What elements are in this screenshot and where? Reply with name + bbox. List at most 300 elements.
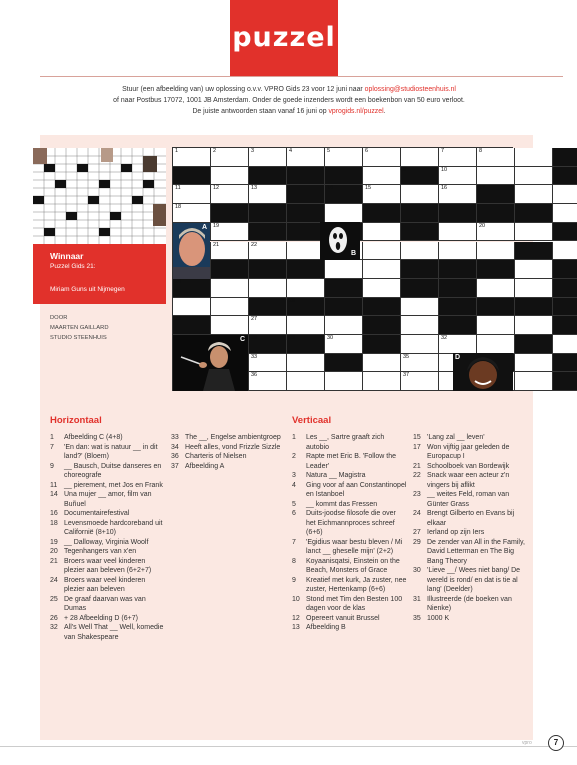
grid-number: 31 [365,335,372,341]
clue-item [292,557,407,576]
grid-cell[interactable] [287,279,325,298]
grid-block [249,260,287,279]
grid-cell[interactable] [515,354,553,373]
grid-cell[interactable] [515,279,553,298]
grid-cell[interactable] [515,260,553,279]
grid-block [553,260,577,279]
clue-number: 13 [292,624,300,631]
grid-block [401,167,439,186]
grid-cell[interactable] [477,316,515,335]
grid-number: 30 [327,335,334,341]
intro-text [60,84,518,117]
clue-text: Snack waar een acteur z'n vingers bij aflikt [427,472,510,489]
clue-number: 24 [50,576,58,584]
clue-number: 6 [292,510,296,517]
grid-cell[interactable] [515,316,553,335]
clue-number: 4 [292,481,296,489]
grid-cell[interactable] [553,185,577,204]
grid-block [401,223,439,242]
grid-block [249,204,287,223]
grid-number: 34 [327,353,334,360]
grid-block [211,204,249,223]
grid-cell[interactable] [363,279,401,298]
photo-c-label: C [240,336,246,343]
clue-text: De zender van All in the Family, David Letterman en The Big Bang Theory [427,538,525,565]
grid-cell[interactable] [439,185,477,204]
grid-number: 1 [175,148,179,154]
top-divider [40,76,563,77]
grid-number: 4 [289,148,293,154]
clue-text: 'En dan: wat is natuur __ in dit land?' (Bloem) [64,443,158,460]
grid-cell[interactable] [477,279,515,298]
submission-email-link[interactable]: oplossing@studiosteenhuis.nl [364,86,456,93]
intro-line2: of naar Postbus 17072, 1001 JB Amsterdam. Onder de goede inzenders wordt een boekenbon van 50 euro verloot. [113,97,465,104]
clue-number: 33 [171,434,179,441]
grid-number: 9 [403,166,407,173]
clue-item [50,443,165,462]
grid-block [439,260,477,279]
grid-block [325,185,363,204]
clue-number: 35 [413,614,421,622]
grid-cell[interactable] [401,185,439,204]
clue-text: + 28 Afbeelding D (6+7) [64,614,138,622]
clue-number: 12 [292,614,300,622]
grid-cell[interactable] [401,316,439,335]
grid-number: 36 [251,372,258,379]
grid-number: 24 [175,278,182,285]
clue-text: Afbeelding A [185,462,225,470]
clue-text: Heeft alles, vond Frizzle Sizzle [185,443,281,451]
verticaal-heading: Verticaal [292,415,332,426]
clue-number: 7 [50,443,54,451]
grid-block [553,298,577,317]
grid-number: 35 [403,353,410,360]
clue-item [171,452,283,462]
clue-number: 21 [413,462,421,470]
clue-text: Ging voor af aan Constantinopel en Istanboel [306,481,407,498]
clue-item [50,538,165,548]
clue-text: 'Lang zal __ leven' [427,434,485,441]
grid-cell[interactable] [249,185,287,204]
grid-cell[interactable] [439,223,477,242]
grid-cell[interactable] [401,242,439,261]
clue-item [50,614,165,624]
grid-block [553,316,577,335]
clue-item [50,481,165,491]
intro-line3-end: . [383,108,386,115]
grid-cell[interactable] [325,372,363,391]
clue-item [171,443,283,453]
clue-item [292,614,407,624]
grid-cell[interactable] [401,372,439,391]
clue-text: Opereert vanuit Brussel [306,614,380,622]
clue-item [413,528,525,538]
footer-label: vpro [522,740,532,746]
grid-cell[interactable] [515,372,553,391]
grid-cell[interactable] [515,167,553,186]
clue-text: 1000 K [427,614,450,622]
photo-b [320,222,360,260]
credits-studio: STUDIO STEENHUIS [50,335,107,341]
grid-cell[interactable] [439,167,477,186]
grid-cell[interactable] [211,242,249,261]
clue-item [292,576,407,595]
clue-text: __ Bausch, Duitse danseres en choreografe [64,462,162,479]
grid-cell[interactable] [287,372,325,391]
previous-solution-thumbnail [33,148,166,244]
photo-a-label: A [202,224,208,231]
grid-cell[interactable] [211,298,249,317]
grid-block [287,335,325,354]
grid-number: 19 [213,222,220,229]
photo-d-label: D [455,354,461,361]
grid-cell[interactable] [249,372,287,391]
clue-item [413,614,525,624]
clue-number: 32 [50,624,58,631]
grid-cell[interactable] [363,185,401,204]
clue-number: 22 [413,472,421,479]
clue-number: 10 [292,595,300,603]
clue-item [292,509,407,538]
clue-text: Duits-joodse filosofe die over het Eichmannproces schreef (6+6) [306,510,396,536]
clue-number: 27 [413,529,421,536]
grid-block [287,204,325,223]
grid-cell[interactable] [211,279,249,298]
intro-line1: Stuur (een afbeelding van) uw oplossing o.v.v. VPRO Gids 23 voor 12 juni naar [122,86,365,93]
clue-number: 16 [50,510,58,517]
grid-cell[interactable] [477,335,515,354]
clue-number: 21 [50,557,58,565]
clue-number: 11 [50,481,58,489]
grid-cell[interactable] [173,185,211,204]
photo-a [173,223,210,279]
grid-block [211,260,249,279]
grid-cell[interactable] [211,223,249,242]
grid-block [553,223,577,242]
grid-block [401,260,439,279]
grid-block [477,185,515,204]
grid-cell[interactable] [211,316,249,335]
horizontaal-column-2 [171,433,283,471]
grid-number: 17 [479,185,486,192]
clue-item [292,623,407,633]
clue-text: Documentairefestival [64,510,130,517]
clue-text: Les __, Sartre graaft zich autobio [306,434,385,451]
grid-block [477,298,515,317]
clue-item [50,433,165,443]
winner-name: Miriam Guns uit Nijmegen [50,286,125,293]
clue-number: 24 [413,510,421,517]
grid-cell[interactable] [211,185,249,204]
clue-item [292,452,407,471]
grid-block [553,354,577,373]
grid-number: 29 [289,335,296,341]
grid-block [249,223,287,242]
verticaal-column-1 [292,433,407,633]
clue-text: Koyaanisqatsi, Einstein on the Beach, Monsters of Grace [306,557,400,574]
clue-text: Levensmoede hardcoreband uit Californië (8+10) [64,519,163,536]
grid-number: 32 [441,335,448,341]
grid-number: 11 [175,185,181,192]
grid-cell[interactable] [249,279,287,298]
grid-number: 5 [327,148,331,154]
grid-cell[interactable] [211,167,249,186]
clue-text: __ pierement, met Jos en Frank [64,481,163,489]
horizontaal-heading: Horizontaal [50,415,102,426]
grid-cell[interactable] [173,204,211,223]
clue-text: Stond met Tim den Besten 100 dagen voor de klas [306,595,403,612]
grid-number: 14 [327,185,334,192]
grid-cell[interactable] [363,148,401,167]
clue-text: Broers waar veel kinderen plezier aan beleven (6+2+7) [64,557,152,574]
grid-number: 33 [251,353,258,360]
clue-text: 'Lieve __/ Wees niet bang/ De wereld is rond/ en dat is tie al lang' (Deelder) [427,567,521,593]
grid-block [439,298,477,317]
winner-title: Winnaar [50,251,84,261]
grid-block [173,279,211,298]
clue-item [50,547,165,557]
grid-block [477,260,515,279]
grid-block [363,298,401,317]
clue-number: 3 [292,472,296,479]
clue-item [292,433,407,452]
grid-block [173,167,211,186]
clue-text: All's Well That __ Well, komedie van Shakespeare [64,624,164,641]
clue-item [50,519,165,538]
grid-block [249,298,287,317]
grid-cell[interactable] [401,354,439,373]
grid-cell[interactable] [287,148,325,167]
clue-text: Rapte met Eric B. 'Follow the Leader' [306,453,397,470]
credits [50,313,109,343]
grid-block [401,279,439,298]
grid-cell[interactable] [477,167,515,186]
grid-number: 27 [251,316,258,323]
clue-item [292,538,407,557]
grid-cell[interactable] [363,242,401,261]
grid-cell[interactable] [287,354,325,373]
grid-cell[interactable] [553,242,577,261]
grid-cell[interactable] [401,335,439,354]
grid-cell[interactable] [515,148,553,167]
grid-cell[interactable] [325,260,363,279]
clue-text: Brengt Gilberto en Evans bij elkaar [427,510,515,527]
grid-cell[interactable] [173,148,211,167]
puzzel-banner [230,0,338,76]
page-number: 7 [548,735,564,751]
grid-number: 12 [213,185,220,192]
grid-cell[interactable] [401,298,439,317]
credits-author: MAARTEN GAILLARD [50,325,109,331]
clue-item [413,443,525,462]
clue-item [292,481,407,500]
clue-number: 36 [171,453,179,460]
clue-number: 1 [50,434,54,441]
clue-item [171,433,283,443]
grid-cell[interactable] [363,372,401,391]
grid-cell[interactable] [325,316,363,335]
clue-number: 23 [413,491,421,498]
clue-number: 20 [50,548,58,555]
grid-block [553,148,577,167]
grid-cell[interactable] [553,204,577,223]
clue-text: Charteris of Nielsen [185,453,247,460]
grid-number: 20 [479,222,486,229]
clue-text: Ierland op zijn Iers [427,529,485,536]
grid-cell[interactable] [515,185,553,204]
grid-cell[interactable] [401,148,439,167]
grid-cell[interactable] [249,242,287,261]
grid-number: 26 [175,316,182,323]
grid-block [325,354,363,373]
clue-item [171,462,283,472]
grid-block [439,204,477,223]
clue-text: The __, Engelse ambientgroep [185,434,281,441]
grid-cell[interactable] [553,335,577,354]
clue-item [292,595,407,614]
grid-cell[interactable] [439,335,477,354]
grid-block [325,167,363,186]
clue-item [413,490,525,509]
grid-block [477,204,515,223]
clue-number: 25 [50,595,58,603]
clue-text: Schoolboek van Bordewijk [427,462,510,470]
clue-item [50,462,165,481]
clue-item [413,595,525,614]
clue-number: 30 [413,567,421,574]
horizontaal-column-1 [50,433,165,642]
grid-number: 7 [441,148,445,154]
banner-title: puzzel [232,22,336,53]
grid-block [173,316,211,335]
grid-cell[interactable] [249,316,287,335]
grid-cell[interactable] [325,204,363,223]
grid-block [553,167,577,186]
clue-text: Won vijftig jaar geleden de Europacup I [427,443,510,460]
grid-cell[interactable] [477,148,515,167]
photo-b-label: B [351,250,357,257]
grid-number: 2 [213,148,217,154]
clue-item [50,595,165,614]
clue-item [50,509,165,519]
clue-text: Afbeelding B [306,624,346,631]
grid-cell[interactable] [287,316,325,335]
grid-cell[interactable] [439,242,477,261]
grid-cell[interactable] [439,148,477,167]
clue-text: Afbeelding C (4+8) [64,434,123,441]
clue-number: 29 [413,538,421,546]
answers-link[interactable]: vprogids.nl/puzzel [328,108,384,115]
clue-text: Natura __ Magistra [306,472,366,479]
clue-text: Una mujer __ amor, film van Buñuel [64,491,152,508]
grid-block [287,185,325,204]
grid-block [249,167,287,186]
clue-number: 2 [292,453,296,460]
grid-cell[interactable] [477,223,515,242]
grid-number: 6 [365,148,369,154]
clue-number: 7 [292,538,296,546]
clue-number: 34 [171,443,179,451]
grid-block [515,335,553,354]
clue-number: 15 [413,434,421,441]
clue-item [50,557,165,576]
grid-cell[interactable] [363,260,401,279]
clue-number: 19 [50,538,58,546]
grid-cell[interactable] [325,335,363,354]
photo-d [453,353,513,391]
clue-number: 9 [50,462,54,470]
clue-number: 9 [292,576,296,584]
grid-number: 28 [251,335,258,341]
grid-block [249,335,287,354]
grid-block [439,279,477,298]
photo-c [173,335,248,391]
winner-box [33,244,166,304]
clue-number: 1 [292,434,296,441]
grid-cell[interactable] [325,148,363,167]
grid-number: 15 [365,185,372,192]
clue-number: 5 [292,500,296,508]
grid-block [325,298,363,317]
grid-cell[interactable] [363,354,401,373]
clue-text: De graaf daarvan was van Dumas [64,595,146,612]
verticaal-column-2 [413,433,525,623]
grid-number: 13 [251,185,258,192]
clue-item [292,500,407,510]
grid-cell[interactable] [211,148,249,167]
grid-number: 16 [441,185,448,192]
clue-item [50,623,165,642]
clue-number: 8 [292,557,296,565]
clue-item [50,576,165,595]
clue-number: 31 [413,595,421,603]
footer-rule [0,746,577,747]
grid-block [363,335,401,354]
credits-label: DOOR [50,315,68,321]
grid-block [553,279,577,298]
clue-item [413,471,525,490]
grid-block [439,316,477,335]
grid-block [515,298,553,317]
clue-number: 17 [413,443,421,451]
grid-cell[interactable] [249,148,287,167]
clue-text: __ weites Feld, roman van Günter Grass [427,491,510,508]
clue-text: __ Dalloway, Virginia Woolf [64,538,149,546]
grid-cell[interactable] [173,298,211,317]
grid-number: 22 [251,241,258,248]
clue-item [413,538,525,567]
grid-cell[interactable] [515,223,553,242]
winner-subtitle: Puzzel Gids 21: [50,263,96,270]
grid-cell[interactable] [363,223,401,242]
clue-number: 37 [171,462,179,470]
clue-text: 'Egidius waar bestu bleven / Mi lanct __ gheselle mijn' (2+2) [306,538,403,555]
grid-block [553,372,577,391]
clue-item [413,462,525,472]
grid-cell[interactable] [363,167,401,186]
clue-item [413,509,525,528]
grid-cell[interactable] [249,354,287,373]
clue-item [413,433,525,443]
clue-item [413,566,525,595]
grid-block [287,260,325,279]
clue-number: 26 [50,614,58,622]
grid-cell[interactable] [477,242,515,261]
clue-item [50,490,165,509]
clue-number: 14 [50,491,58,498]
grid-block [363,204,401,223]
clue-text: Illustreerde (de boeken van Nienke) [427,595,512,612]
